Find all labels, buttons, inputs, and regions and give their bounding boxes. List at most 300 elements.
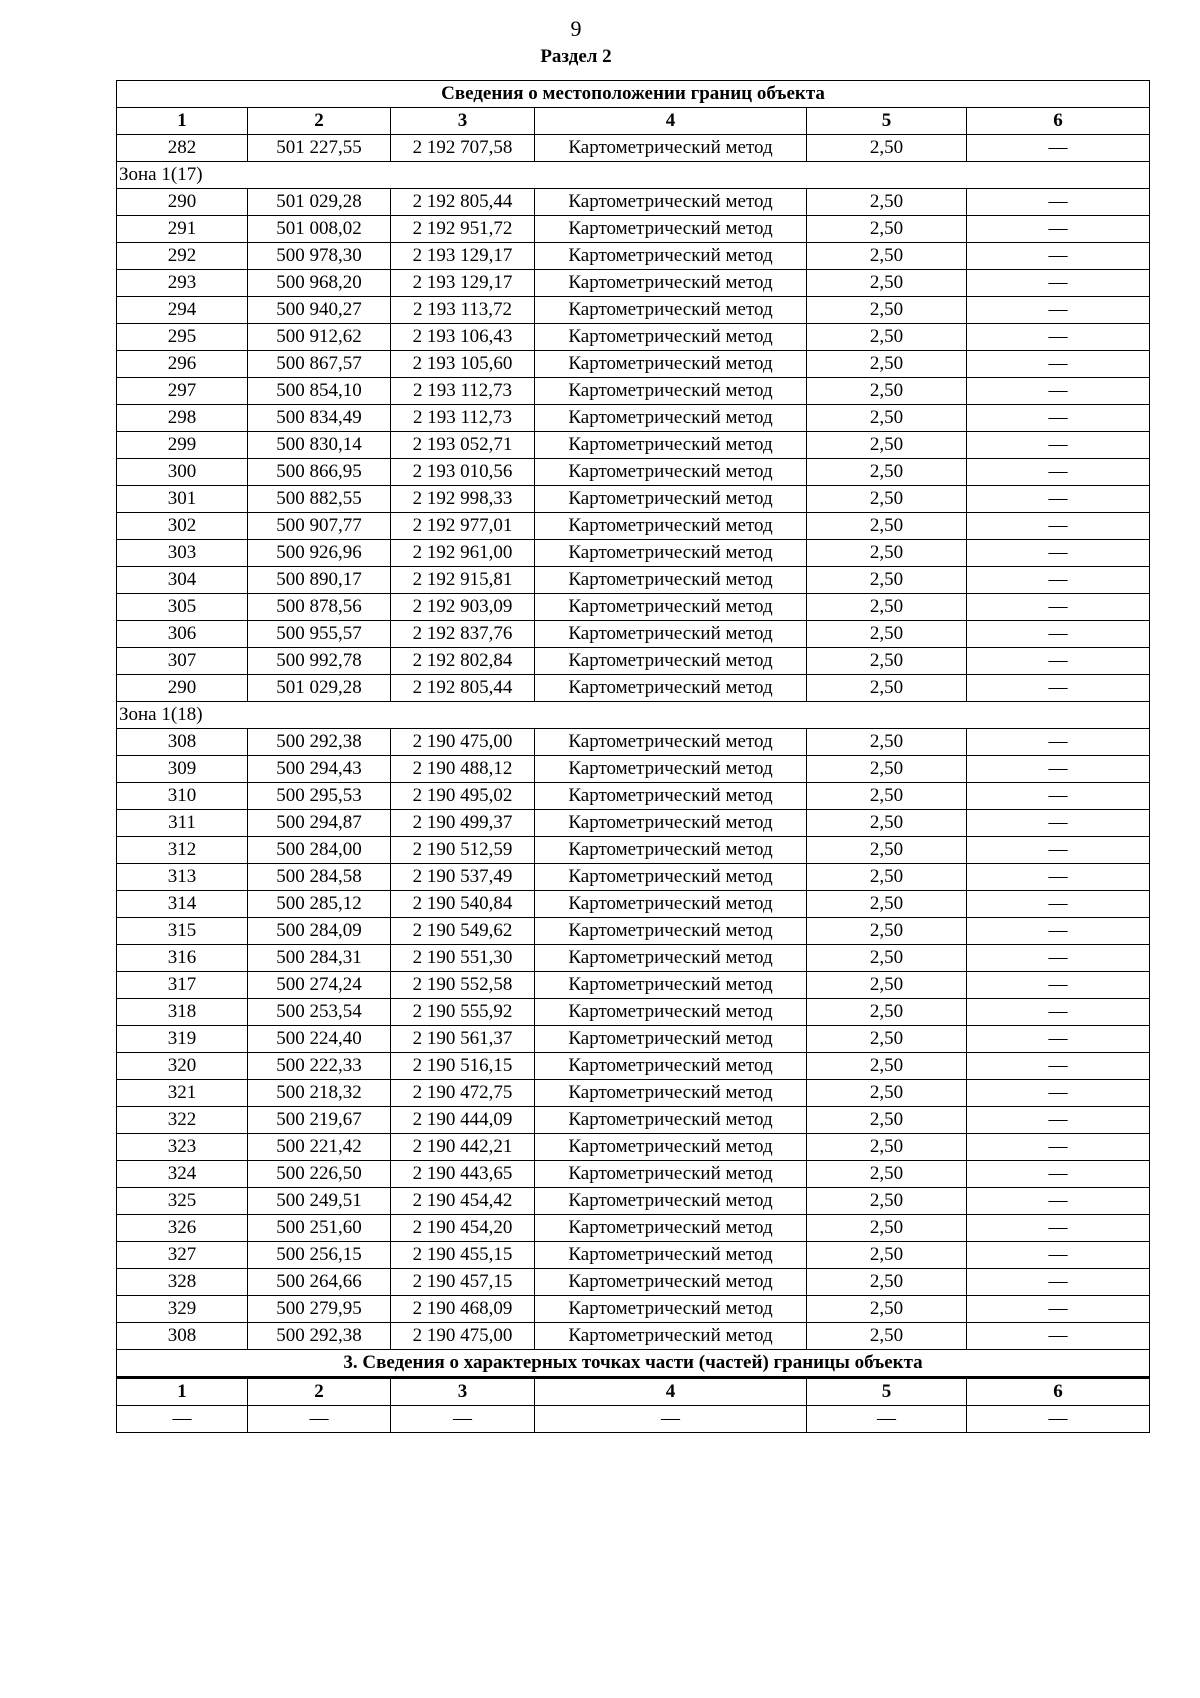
point-number: 311	[117, 810, 248, 837]
table-row	[117, 297, 1150, 324]
table-row	[117, 1134, 1150, 1161]
accuracy: 2,50	[807, 729, 967, 756]
y-coordinate: 2 193 106,43	[391, 324, 535, 351]
column-header: 2	[248, 1378, 391, 1406]
accuracy: 2,50	[807, 783, 967, 810]
y-coordinate: 2 190 454,20	[391, 1215, 535, 1242]
y-coordinate: 2 192 915,81	[391, 567, 535, 594]
accuracy: 2,50	[807, 513, 967, 540]
point-number: 312	[117, 837, 248, 864]
method: Картометрический метод	[535, 1161, 807, 1188]
x-coordinate: 500 285,12	[248, 891, 391, 918]
accuracy: 2,50	[807, 189, 967, 216]
y-coordinate: 2 190 475,00	[391, 729, 535, 756]
description: —	[967, 459, 1150, 486]
y-coordinate: 2 192 805,44	[391, 189, 535, 216]
x-coordinate: 500 294,87	[248, 810, 391, 837]
table-row	[117, 1107, 1150, 1134]
point-number: 310	[117, 783, 248, 810]
description: —	[967, 1026, 1150, 1053]
method: Картометрический метод	[535, 297, 807, 324]
x-coordinate: 500 926,96	[248, 540, 391, 567]
x-coordinate: 500 274,24	[248, 972, 391, 999]
table-row	[117, 864, 1150, 891]
accuracy: 2,50	[807, 378, 967, 405]
y-coordinate: 2 190 454,42	[391, 1188, 535, 1215]
description: —	[967, 540, 1150, 567]
table-row	[117, 1323, 1150, 1350]
description: —	[967, 324, 1150, 351]
accuracy: 2,50	[807, 486, 967, 513]
point-number: 321	[117, 1080, 248, 1107]
x-coordinate: 500 968,20	[248, 270, 391, 297]
table-row	[117, 351, 1150, 378]
accuracy: 2,50	[807, 621, 967, 648]
description: —	[967, 756, 1150, 783]
point-number: 313	[117, 864, 248, 891]
description: —	[967, 513, 1150, 540]
method: Картометрический метод	[535, 135, 807, 162]
y-coordinate: 2 190 499,37	[391, 810, 535, 837]
method: Картометрический метод	[535, 999, 807, 1026]
x-coordinate: 501 029,28	[248, 189, 391, 216]
method: Картометрический метод	[535, 756, 807, 783]
column-header: 5	[807, 1378, 967, 1406]
description: —	[967, 837, 1150, 864]
x-coordinate: 500 218,32	[248, 1080, 391, 1107]
method: Картометрический метод	[535, 945, 807, 972]
zone-row	[117, 702, 1150, 729]
description: —	[967, 1406, 1150, 1433]
table-row	[117, 1026, 1150, 1053]
table-row	[117, 486, 1150, 513]
method: Картометрический метод	[535, 918, 807, 945]
point-number: 316	[117, 945, 248, 972]
x-coordinate: 501 227,55	[248, 135, 391, 162]
column-header: 4	[535, 108, 807, 135]
y-coordinate: 2 190 551,30	[391, 945, 535, 972]
y-coordinate: 2 190 555,92	[391, 999, 535, 1026]
x-coordinate: 500 284,31	[248, 945, 391, 972]
y-coordinate: 2 190 455,15	[391, 1242, 535, 1269]
accuracy: 2,50	[807, 891, 967, 918]
method: Картометрический метод	[535, 1107, 807, 1134]
method: —	[535, 1406, 807, 1433]
method: Картометрический метод	[535, 351, 807, 378]
accuracy: 2,50	[807, 432, 967, 459]
method: Картометрический метод	[535, 1026, 807, 1053]
method: Картометрический метод	[535, 648, 807, 675]
column-header: 4	[535, 1378, 807, 1406]
x-coordinate: 500 955,57	[248, 621, 391, 648]
y-coordinate: 2 190 540,84	[391, 891, 535, 918]
x-coordinate: 500 907,77	[248, 513, 391, 540]
column-header-row	[117, 108, 1150, 135]
description: —	[967, 1215, 1150, 1242]
table-row	[117, 324, 1150, 351]
table-row	[117, 459, 1150, 486]
x-coordinate: —	[248, 1406, 391, 1433]
table-row	[117, 432, 1150, 459]
accuracy: 2,50	[807, 1080, 967, 1107]
column-header: 5	[807, 108, 967, 135]
x-coordinate: 500 854,10	[248, 378, 391, 405]
y-coordinate: 2 190 561,37	[391, 1026, 535, 1053]
description: —	[967, 216, 1150, 243]
method: Картометрический метод	[535, 837, 807, 864]
point-number: 305	[117, 594, 248, 621]
x-coordinate: 500 224,40	[248, 1026, 391, 1053]
point-number: 329	[117, 1296, 248, 1323]
accuracy: 2,50	[807, 243, 967, 270]
point-number: 282	[117, 135, 248, 162]
y-coordinate: 2 190 457,15	[391, 1269, 535, 1296]
section-title: Раздел 2	[540, 46, 612, 67]
accuracy: 2,50	[807, 1026, 967, 1053]
y-coordinate: 2 192 961,00	[391, 540, 535, 567]
y-coordinate: 2 193 010,56	[391, 459, 535, 486]
y-coordinate: 2 190 475,00	[391, 1323, 535, 1350]
table-row	[117, 999, 1150, 1026]
accuracy: 2,50	[807, 945, 967, 972]
point-number: 303	[117, 540, 248, 567]
column-header: 6	[967, 1378, 1150, 1406]
point-number: 322	[117, 1107, 248, 1134]
x-coordinate: 500 890,17	[248, 567, 391, 594]
x-coordinate: 500 256,15	[248, 1242, 391, 1269]
y-coordinate: 2 190 444,09	[391, 1107, 535, 1134]
x-coordinate: 500 292,38	[248, 1323, 391, 1350]
table-row	[117, 675, 1150, 702]
point-number: 324	[117, 1161, 248, 1188]
accuracy: 2,50	[807, 810, 967, 837]
table-row	[117, 540, 1150, 567]
method: Картометрический метод	[535, 486, 807, 513]
y-coordinate: 2 192 805,44	[391, 675, 535, 702]
table-row	[117, 378, 1150, 405]
x-coordinate: 500 222,33	[248, 1053, 391, 1080]
column-header: 1	[117, 108, 248, 135]
column-header: 1	[117, 1378, 248, 1406]
table-row	[117, 1269, 1150, 1296]
point-number: 293	[117, 270, 248, 297]
point-number: 306	[117, 621, 248, 648]
description: —	[967, 1269, 1150, 1296]
description: —	[967, 810, 1150, 837]
point-number: 309	[117, 756, 248, 783]
point-number: 292	[117, 243, 248, 270]
method: Картометрический метод	[535, 189, 807, 216]
y-coordinate: 2 192 977,01	[391, 513, 535, 540]
method: Картометрический метод	[535, 1080, 807, 1107]
y-coordinate: 2 193 113,72	[391, 297, 535, 324]
x-coordinate: 500 866,95	[248, 459, 391, 486]
description: —	[967, 729, 1150, 756]
section3-header-row	[117, 1378, 1150, 1406]
y-coordinate: 2 192 707,58	[391, 135, 535, 162]
table-row	[117, 621, 1150, 648]
point-number: 317	[117, 972, 248, 999]
point-number: 290	[117, 675, 248, 702]
table-row	[117, 810, 1150, 837]
accuracy: 2,50	[807, 999, 967, 1026]
y-coordinate: 2 192 837,76	[391, 621, 535, 648]
point-number: 323	[117, 1134, 248, 1161]
method: Картометрический метод	[535, 540, 807, 567]
section3-row	[117, 1406, 1150, 1433]
x-coordinate: 500 284,58	[248, 864, 391, 891]
accuracy: 2,50	[807, 567, 967, 594]
method: Картометрический метод	[535, 675, 807, 702]
description: —	[967, 1053, 1150, 1080]
method: Картометрический метод	[535, 270, 807, 297]
description: —	[967, 1242, 1150, 1269]
description: —	[967, 1188, 1150, 1215]
x-coordinate: 500 294,43	[248, 756, 391, 783]
accuracy: 2,50	[807, 459, 967, 486]
y-coordinate: 2 190 516,15	[391, 1053, 535, 1080]
table-row	[117, 837, 1150, 864]
x-coordinate: 500 279,95	[248, 1296, 391, 1323]
accuracy: —	[807, 1406, 967, 1433]
y-coordinate: 2 190 472,75	[391, 1080, 535, 1107]
y-coordinate: 2 190 442,21	[391, 1134, 535, 1161]
table-row	[117, 594, 1150, 621]
accuracy: 2,50	[807, 1296, 967, 1323]
coordinates-table-body	[117, 81, 1150, 1433]
y-coordinate: 2 190 468,09	[391, 1296, 535, 1323]
section3-title: 3. Сведения о характерных точках части (частей) границы объекта	[117, 1350, 1150, 1378]
point-number: 296	[117, 351, 248, 378]
description: —	[967, 405, 1150, 432]
column-header: 3	[391, 108, 535, 135]
y-coordinate: 2 190 512,59	[391, 837, 535, 864]
description: —	[967, 945, 1150, 972]
accuracy: 2,50	[807, 972, 967, 999]
table-row	[117, 972, 1150, 999]
point-number: 320	[117, 1053, 248, 1080]
x-coordinate: 500 992,78	[248, 648, 391, 675]
x-coordinate: 500 834,49	[248, 405, 391, 432]
method: Картометрический метод	[535, 378, 807, 405]
x-coordinate: 500 249,51	[248, 1188, 391, 1215]
column-header: 3	[391, 1378, 535, 1406]
accuracy: 2,50	[807, 270, 967, 297]
x-coordinate: 500 219,67	[248, 1107, 391, 1134]
method: Картометрический метод	[535, 432, 807, 459]
description: —	[967, 189, 1150, 216]
x-coordinate: 500 284,00	[248, 837, 391, 864]
method: Картометрический метод	[535, 513, 807, 540]
accuracy: 2,50	[807, 675, 967, 702]
table-row	[117, 405, 1150, 432]
y-coordinate: 2 190 443,65	[391, 1161, 535, 1188]
table-row	[117, 135, 1150, 162]
y-coordinate: 2 193 129,17	[391, 270, 535, 297]
point-number: —	[117, 1406, 248, 1433]
description: —	[967, 486, 1150, 513]
table-row	[117, 270, 1150, 297]
y-coordinate: 2 193 112,73	[391, 405, 535, 432]
table-row	[117, 1242, 1150, 1269]
x-coordinate: 501 008,02	[248, 216, 391, 243]
y-coordinate: 2 192 903,09	[391, 594, 535, 621]
point-number: 291	[117, 216, 248, 243]
table-row	[117, 891, 1150, 918]
point-number: 294	[117, 297, 248, 324]
y-coordinate: 2 190 495,02	[391, 783, 535, 810]
x-coordinate: 500 251,60	[248, 1215, 391, 1242]
y-coordinate: 2 190 488,12	[391, 756, 535, 783]
description: —	[967, 567, 1150, 594]
description: —	[967, 675, 1150, 702]
method: Картометрический метод	[535, 1053, 807, 1080]
point-number: 301	[117, 486, 248, 513]
table-row	[117, 1188, 1150, 1215]
method: Картометрический метод	[535, 621, 807, 648]
method: Картометрический метод	[535, 324, 807, 351]
table-row	[117, 729, 1150, 756]
y-coordinate: 2 193 129,17	[391, 243, 535, 270]
method: Картометрический метод	[535, 1188, 807, 1215]
x-coordinate: 500 264,66	[248, 1269, 391, 1296]
method: Картометрический метод	[535, 459, 807, 486]
method: Картометрический метод	[535, 783, 807, 810]
point-number: 326	[117, 1215, 248, 1242]
description: —	[967, 432, 1150, 459]
accuracy: 2,50	[807, 1269, 967, 1296]
description: —	[967, 270, 1150, 297]
x-coordinate: 500 253,54	[248, 999, 391, 1026]
zone-row	[117, 162, 1150, 189]
method: Картометрический метод	[535, 1296, 807, 1323]
point-number: 297	[117, 378, 248, 405]
table-row	[117, 1080, 1150, 1107]
point-number: 328	[117, 1269, 248, 1296]
accuracy: 2,50	[807, 324, 967, 351]
x-coordinate: 500 284,09	[248, 918, 391, 945]
description: —	[967, 864, 1150, 891]
description: —	[967, 783, 1150, 810]
column-header: 2	[248, 108, 391, 135]
method: Картометрический метод	[535, 243, 807, 270]
point-number: 299	[117, 432, 248, 459]
table-row	[117, 756, 1150, 783]
x-coordinate: 500 940,27	[248, 297, 391, 324]
x-coordinate: 500 978,30	[248, 243, 391, 270]
point-number: 308	[117, 1323, 248, 1350]
method: Картометрический метод	[535, 1269, 807, 1296]
description: —	[967, 621, 1150, 648]
accuracy: 2,50	[807, 864, 967, 891]
point-number: 304	[117, 567, 248, 594]
point-number: 315	[117, 918, 248, 945]
description: —	[967, 1134, 1150, 1161]
section3-title-row	[117, 1350, 1150, 1378]
x-coordinate: 501 029,28	[248, 675, 391, 702]
accuracy: 2,50	[807, 1161, 967, 1188]
method: Картометрический метод	[535, 891, 807, 918]
x-coordinate: 500 830,14	[248, 432, 391, 459]
y-coordinate: 2 190 537,49	[391, 864, 535, 891]
accuracy: 2,50	[807, 918, 967, 945]
description: —	[967, 1080, 1150, 1107]
method: Картометрический метод	[535, 1215, 807, 1242]
point-number: 290	[117, 189, 248, 216]
zone-label: Зона 1(17)	[117, 162, 1150, 189]
y-coordinate: 2 192 998,33	[391, 486, 535, 513]
x-coordinate: 500 221,42	[248, 1134, 391, 1161]
accuracy: 2,50	[807, 1134, 967, 1161]
accuracy: 2,50	[807, 837, 967, 864]
point-number: 318	[117, 999, 248, 1026]
page-number: 9	[570, 16, 582, 41]
point-number: 298	[117, 405, 248, 432]
x-coordinate: 500 295,53	[248, 783, 391, 810]
description: —	[967, 378, 1150, 405]
accuracy: 2,50	[807, 135, 967, 162]
table-row	[117, 783, 1150, 810]
accuracy: 2,50	[807, 540, 967, 567]
point-number: 307	[117, 648, 248, 675]
table-caption: Сведения о местоположении границ объекта	[117, 81, 1150, 108]
x-coordinate: 500 226,50	[248, 1161, 391, 1188]
accuracy: 2,50	[807, 405, 967, 432]
y-coordinate: 2 192 951,72	[391, 216, 535, 243]
point-number: 300	[117, 459, 248, 486]
description: —	[967, 135, 1150, 162]
method: Картометрический метод	[535, 729, 807, 756]
accuracy: 2,50	[807, 1188, 967, 1215]
table-row	[117, 1161, 1150, 1188]
zone-label: Зона 1(18)	[117, 702, 1150, 729]
accuracy: 2,50	[807, 351, 967, 378]
table-row	[117, 243, 1150, 270]
method: Картометрический метод	[535, 405, 807, 432]
description: —	[967, 243, 1150, 270]
y-coordinate: 2 190 549,62	[391, 918, 535, 945]
description: —	[967, 891, 1150, 918]
method: Картометрический метод	[535, 1134, 807, 1161]
table-row	[117, 567, 1150, 594]
table-row	[117, 1053, 1150, 1080]
method: Картометрический метод	[535, 594, 807, 621]
description: —	[967, 1161, 1150, 1188]
point-number: 319	[117, 1026, 248, 1053]
method: Картометрический метод	[535, 972, 807, 999]
method: Картометрический метод	[535, 810, 807, 837]
table-row	[117, 1215, 1150, 1242]
method: Картометрический метод	[535, 864, 807, 891]
table-row	[117, 648, 1150, 675]
description: —	[967, 297, 1150, 324]
method: Картометрический метод	[535, 1323, 807, 1350]
y-coordinate: 2 193 112,73	[391, 378, 535, 405]
y-coordinate: 2 192 802,84	[391, 648, 535, 675]
table-row	[117, 918, 1150, 945]
table-row	[117, 216, 1150, 243]
description: —	[967, 999, 1150, 1026]
y-coordinate: —	[391, 1406, 535, 1433]
y-coordinate: 2 190 552,58	[391, 972, 535, 999]
table-row	[117, 1296, 1150, 1323]
accuracy: 2,50	[807, 1107, 967, 1134]
description: —	[967, 1107, 1150, 1134]
point-number: 314	[117, 891, 248, 918]
accuracy: 2,50	[807, 594, 967, 621]
method: Картометрический метод	[535, 1242, 807, 1269]
description: —	[967, 972, 1150, 999]
